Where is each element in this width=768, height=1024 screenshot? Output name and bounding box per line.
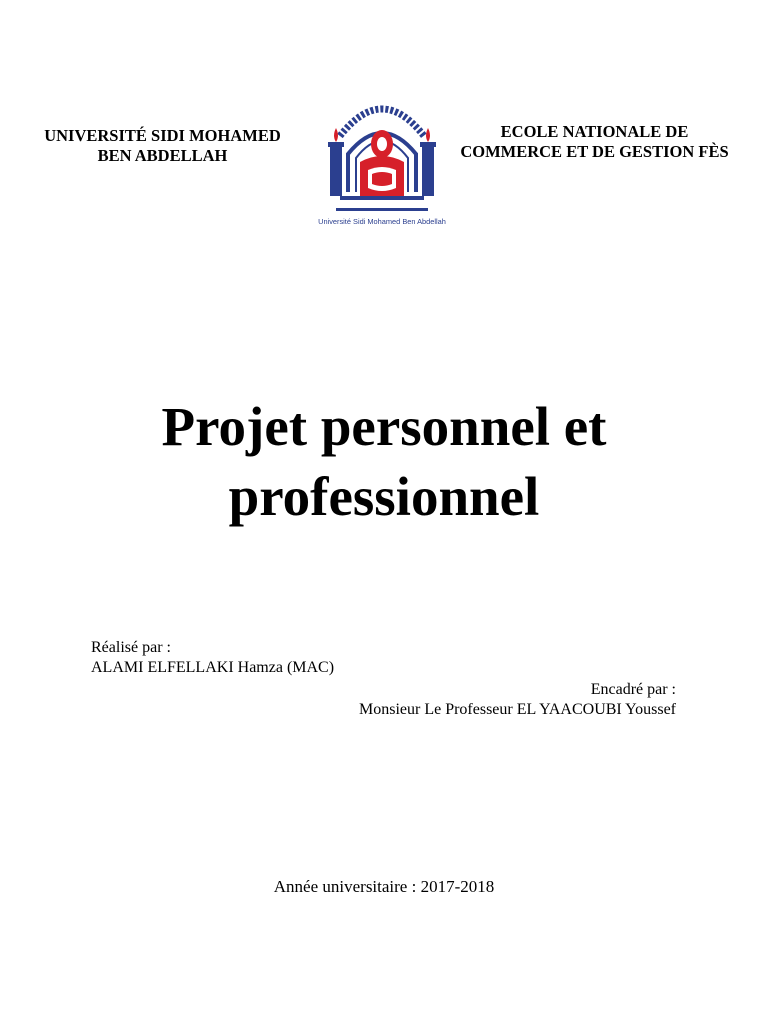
supervisor-label: Encadré par : xyxy=(590,681,676,698)
supervisor-name: Monsieur Le Professeur EL YAACOUBI Youssef xyxy=(358,701,676,718)
school-name xyxy=(442,122,747,162)
author-block xyxy=(91,638,334,678)
supervisor-block xyxy=(359,680,676,720)
university-seal-logo-icon xyxy=(318,84,446,229)
university-name xyxy=(20,126,305,166)
author-label: Réalisé par : xyxy=(91,639,171,656)
academic-year: Année universitaire : 2017-2018 xyxy=(273,877,495,896)
document-title xyxy=(40,392,728,532)
document-title-line2: professionnel xyxy=(228,466,540,527)
school-name-line2: COMMERCE ET DE GESTION FÈS xyxy=(460,142,729,161)
university-name-line1: UNIVERSITÉ SIDI MOHAMED xyxy=(44,126,281,145)
author-name: ALAMI ELFELLAKI Hamza (MAC) xyxy=(91,659,335,676)
document-title-line1: Projet personnel et xyxy=(161,396,607,457)
school-name-line1: ECOLE NATIONALE DE xyxy=(500,122,689,141)
university-name-line2: BEN ABDELLAH xyxy=(97,146,228,165)
logo-caption: Université Sidi Mohamed Ben Abdellah xyxy=(318,217,446,226)
